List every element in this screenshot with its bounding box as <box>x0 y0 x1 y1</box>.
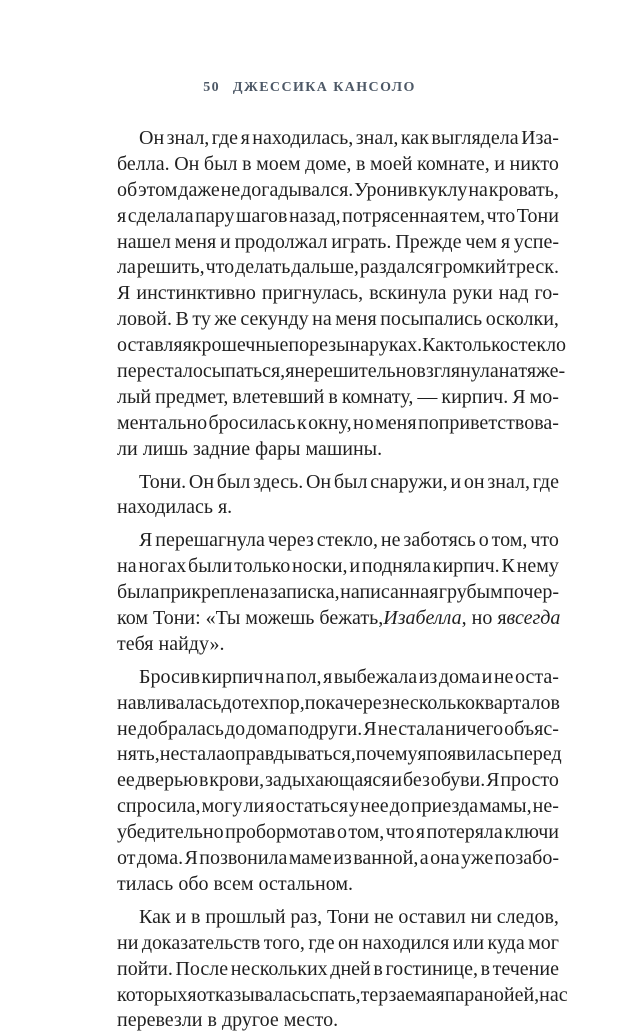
paragraph <box>117 470 559 522</box>
text-line: Я перешагнула через стекло, не заботясь о том, что <box>139 529 559 552</box>
text-line: спросила, могу ли я остаться у нее до приезда мамы, не- <box>117 795 559 818</box>
text-line: была прикреплена записка, написанная грубым почер- <box>117 581 559 604</box>
note-text-middle: , но я <box>461 607 507 630</box>
paragraph <box>117 528 559 657</box>
text-line: которых я отказывалась спать, терзаемая паранойей, нас <box>117 983 568 1006</box>
text-line: Как и в прошлый раз, Тони не оставил ни следов, <box>139 905 559 928</box>
text-line: перевезли в другое место. <box>117 1009 339 1032</box>
running-header <box>0 80 619 96</box>
text-line: Тони. Он был здесь. Он был снаружи, и он знал, где <box>139 470 559 493</box>
italic-name: Изабелла <box>383 607 462 630</box>
text-line: ловой. В ту же секунду на меня посыпались осколки, <box>117 308 559 331</box>
text-line: навливалась до тех пор, пока через несколько кварталов <box>117 691 560 714</box>
text-line: ее дверью в крови, задыхающаяся и без обуви. Я просто <box>117 769 559 792</box>
paragraph <box>117 126 567 463</box>
text-line: тебя найду». <box>117 632 225 655</box>
author-name: ДЖЕССИКА КАНСОЛО <box>232 80 416 95</box>
text-line: об этом даже не догадывался. Уронив куклу на кровать, <box>117 178 559 201</box>
text-line: Бросив кирпич на пол, я выбежала из дома и не оста- <box>139 665 559 688</box>
text-line: пойти. После нескольких дней в гостинице, в течение <box>117 957 559 980</box>
text-line: ни доказательств того, где он находился или куда мог <box>117 931 559 954</box>
body-text <box>117 126 568 1034</box>
text-line: находилась я. <box>117 496 233 519</box>
paragraph <box>117 665 562 898</box>
text-line: ли лишь задние фары машины. <box>117 437 383 460</box>
note-text-start: ком Тони: «Ты можешь бежать, <box>117 607 384 630</box>
italic-always: всегда <box>506 607 561 630</box>
text-line: убедительно пробормотав о том, что я потеряла ключи <box>117 821 559 844</box>
text-line-with-italics <box>117 606 559 632</box>
text-line: Он знал, где я находилась, знал, как выглядела Иза- <box>139 127 559 149</box>
text-line: тилась обо всем остальном. <box>117 872 353 895</box>
text-line: оставляя крошечные порезы на руках. Как только стекло <box>117 334 567 357</box>
text-line: лый предмет, влетевший в комнату, — кирпич. Я мо- <box>117 385 559 408</box>
text-line: перестало сыпаться, я нерешительно взглянула на тяже- <box>117 360 566 383</box>
paragraph <box>117 905 568 1034</box>
text-line: ла решить, что делать дальше, раздался громкий треск. <box>117 256 559 279</box>
text-line: от дома. Я позвонила маме из ванной, а она уже позабо- <box>117 847 559 870</box>
text-line: на ногах были только носки, и подняла кирпич. К нему <box>117 555 559 578</box>
text-line: ментально бросилась к окну, но меня поприветствова- <box>117 411 559 434</box>
text-line: я сделала пару шагов назад, потрясенная тем, что Тони <box>117 204 559 227</box>
text-line: Я инстинктивно пригнулась, вскинула руки над го- <box>117 282 559 305</box>
text-line: не добралась до дома подруги. Я не стала ничего объяс- <box>117 717 559 740</box>
text-line: белла. Он был в моем доме, в моей комнате, и никто <box>117 152 559 175</box>
page-number: 50 <box>203 80 221 95</box>
text-line: нашел меня и продолжал играть. Прежде чем я успе- <box>117 230 559 253</box>
text-line: нять, не стала оправдываться, почему я появилась перед <box>117 743 562 766</box>
